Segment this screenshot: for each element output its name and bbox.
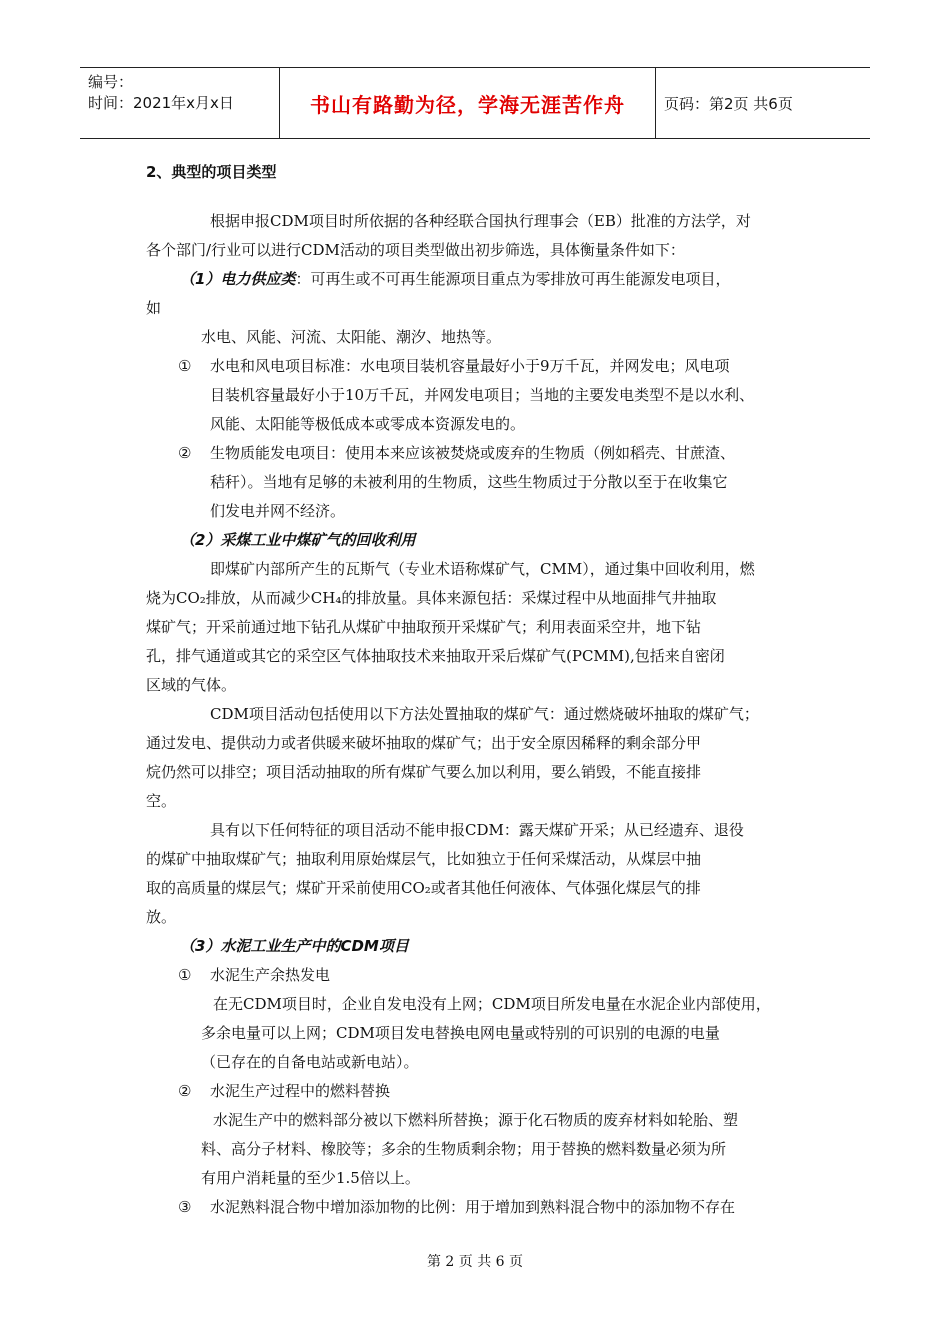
sec3-heading: （3）水泥工业生产中的CDM项目: [180, 937, 409, 955]
document-body: [146, 158, 826, 1222]
header-number-label: 编号：: [88, 73, 134, 91]
sec1-cont: 水电、风能、河流、太阳能、潮汐、地热等。: [201, 328, 502, 346]
list-title: 水泥生产过程中的燃料替换: [210, 1082, 391, 1100]
header-page-cell: [656, 68, 870, 138]
paragraph-line: 通过发电、提供动力或者供暖来破坏抽取的煤矿气；出于安全原因稀释的剩余部分甲: [146, 734, 702, 752]
intro-line-1: 根据申报CDM项目时所依据的各种经联合国执行理事会（EB）批准的方法学，对: [210, 212, 751, 230]
paragraph-line: 孔，排气通道或其它的采空区气体抽取技术来抽取开采后煤矿气(PCMM),包括来自密闭: [146, 647, 725, 665]
list-line: 生物质能发电项目：使用本来应该被焚烧或废弃的生物质（例如稻壳、甘蔗渣、: [210, 444, 736, 462]
list-line: 有用户消耗量的至少1.5倍以上。: [201, 1169, 420, 1187]
list-line: 秸秆）。当地有足够的未被利用的生物质，这些生物质过于分散以至于在收集它: [210, 473, 728, 491]
paragraph-line: 即煤矿内部所产生的瓦斯气（专业术语称煤矿气，CMM），通过集中回收利用，燃: [210, 560, 755, 578]
sec1-heading: [146, 265, 826, 294]
list-line: 料、高分子材料、橡胶等；多余的生物质剩余物；用于替换的燃料数量必须为所: [201, 1140, 727, 1158]
paragraph-line: 烧为CO₂排放，从而减少CH₄的排放量。具体来源包括：采煤过程中从地面排气井抽取: [146, 589, 717, 607]
paragraph-line: CDM项目活动包括使用以下方法处置抽取的煤矿气：通过燃烧破坏抽取的煤矿气；: [210, 705, 759, 723]
page-footer: 第 2 页 共 6 页: [426, 1254, 524, 1270]
header-date-label: 时间：2021年x月x日: [88, 94, 234, 112]
sec1-item-2: [146, 439, 826, 526]
list-line: 在无CDM项目时，企业自发电没有上网；CDM项目所发电量在水泥企业内部使用，: [213, 995, 771, 1013]
header-left-cell: [80, 68, 280, 138]
list-line: 水电和风电项目标准：水电项目装机容量最好小于9万千瓦，并网发电；风电项: [210, 357, 730, 375]
list-marker: ②: [178, 444, 192, 462]
list-title: 水泥熟料混合物中增加添加物的比例：用于增加到熟料混合物中的添加物不存在: [210, 1198, 736, 1216]
list-line: （已存在的自备电站或新电站）。: [201, 1053, 419, 1071]
sec1-item-1: [146, 352, 826, 439]
sec2-paragraph-3: [146, 816, 826, 932]
sec2-paragraph-2: [146, 700, 826, 816]
paragraph-line: 烷仍然可以排空；项目活动抽取的所有煤矿气要么加以利用，要么销毁，不能直接排: [146, 763, 702, 781]
sec2-heading: （2）采煤工业中煤矿气的回收利用: [180, 531, 416, 549]
list-marker: ①: [178, 966, 192, 984]
list-marker: ②: [178, 1082, 192, 1100]
sec1-ru: 如: [146, 299, 162, 317]
sec3-item-3: [146, 1193, 826, 1222]
page-header: [80, 67, 870, 139]
sec1-title: （1）电力供应类: [180, 270, 296, 288]
list-line: 水泥生产中的燃料部分被以下燃料所替换；源于化石物质的废弃材料如轮胎、塑: [213, 1111, 739, 1129]
paragraph-line: 区域的气体。: [146, 676, 237, 694]
paragraph-line: 取的高质量的煤层气；煤矿开采前使用CO₂或者其他任何液体、气体强化煤层气的排: [146, 879, 701, 897]
paragraph-line: 具有以下任何特征的项目活动不能申报CDM：露天煤矿开采；从已经遗弃、退役: [210, 821, 744, 839]
header-motto: 书山有路勤为径，学海无涯苦作舟: [310, 92, 625, 117]
intro-line-2: 各个部门/行业可以进行CDM活动的项目类型做出初步筛选，具体衡量条件如下：: [146, 241, 685, 259]
sec1-text: ：可再生或不可再生能源项目重点为零排放可再生能源发电项目，: [295, 270, 731, 288]
paragraph-line: 空。: [146, 792, 177, 810]
list-line: 目装机容量最好小于10万千瓦，并网发电项目；当地的主要发电类型不是以水利、: [210, 386, 755, 404]
header-motto-cell: [280, 68, 656, 138]
list-line: 们发电并网不经济。: [210, 502, 346, 520]
paragraph-line: 的煤矿中抽取煤矿气；抽取利用原始煤层气，比如独立于任何采煤活动，从煤层中抽: [146, 850, 702, 868]
list-marker: ③: [178, 1198, 192, 1216]
sec3-item-2: [146, 1077, 826, 1193]
section-heading: 2、典型的项目类型: [146, 163, 277, 181]
sec3-item-1: [146, 961, 826, 1077]
list-marker: ①: [178, 357, 192, 375]
list-title: 水泥生产余热发电: [210, 966, 331, 984]
sec2-paragraph-1: [146, 555, 826, 700]
list-line: 多余电量可以上网；CDM项目发电替换电网电量或特别的可识别的电源的电量: [201, 1024, 720, 1042]
header-page-label: 页码：第2页 共6页: [664, 94, 793, 113]
paragraph-line: 煤矿气；开采前通过地下钻孔从煤矿中抽取预开采煤矿气；利用表面采空井，地下钻: [146, 618, 702, 636]
list-line: 风能、太阳能等极低成本或零成本资源发电的。: [210, 415, 526, 433]
paragraph-line: 放。: [146, 908, 177, 926]
